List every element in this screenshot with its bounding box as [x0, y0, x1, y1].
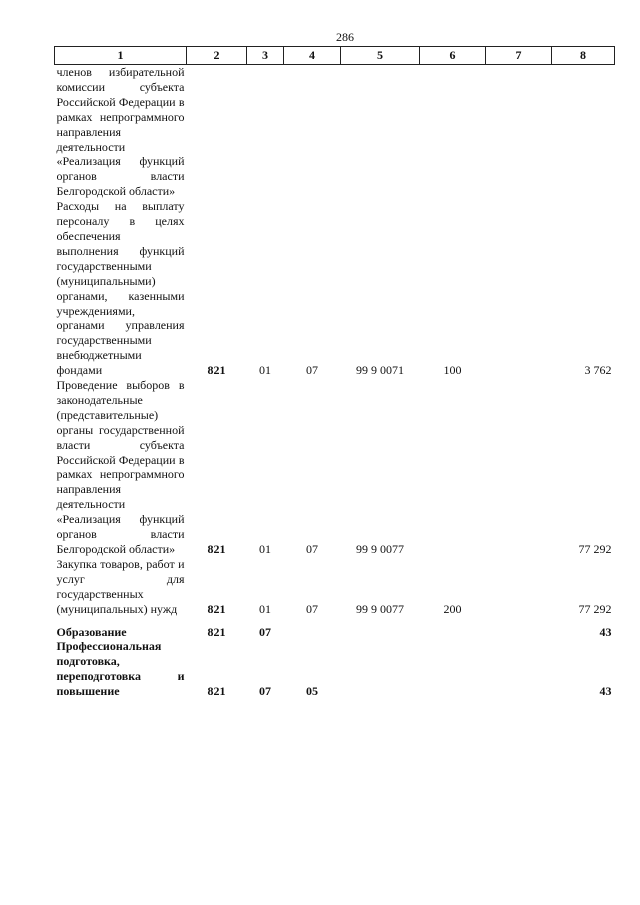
row-name: Образование [56, 624, 127, 639]
column-header: 6 [420, 47, 486, 65]
cell-subsection: 07 [306, 601, 318, 616]
cell-amount: 43 [599, 684, 612, 699]
column-header: 3 [247, 47, 284, 65]
column-header: 8 [552, 47, 615, 65]
cell-department [187, 65, 247, 200]
table-row [55, 557, 615, 617]
table-row [55, 199, 615, 378]
cell-target-article: 99 9 0071 [356, 363, 404, 378]
cell-department: 821 [207, 542, 226, 556]
cell-col7 [486, 378, 552, 557]
cell-department: 821 [207, 601, 226, 616]
cell-col7 [486, 65, 552, 200]
cell-col7 [486, 557, 552, 617]
cell-subsection: 07 [306, 363, 318, 378]
cell-col7 [486, 199, 552, 378]
column-header: 4 [284, 47, 341, 65]
cell-col7 [486, 639, 552, 699]
row-name: членов избирательной комиссии субъекта Российской Федерации в рамках непрограммного направления деятельности «Реализация функций органов власти Белгородской области» [56, 65, 185, 199]
cell-section: 01 [259, 601, 271, 616]
column-header: 2 [187, 47, 247, 65]
cell-target-article [341, 639, 420, 699]
row-name: Закупка товаров, работ и услуг для государственных (муниципальных) нужд [56, 556, 185, 616]
column-header: 1 [55, 47, 187, 65]
cell-section: 07 [259, 624, 271, 639]
cell-amount [552, 65, 615, 200]
cell-department: 821 [207, 684, 226, 699]
cell-department: 821 [207, 624, 226, 639]
budget-table [54, 46, 615, 699]
cell-amount: 77 292 [578, 542, 612, 556]
row-name: Профессиональная подготовка, переподготовка и повышение [56, 639, 185, 699]
page-number: 286 [336, 30, 354, 44]
cell-expense-type [420, 65, 486, 200]
cell-expense-type [420, 625, 486, 640]
table-row [55, 625, 615, 640]
cell-department: 821 [207, 363, 226, 378]
cell-target-article [341, 65, 420, 200]
row-name: Расходы на выплату персоналу в целях обеспечения выполнения функций государственными (муниципальными) органами, казенными учреждениями, органами управления государственными внебюджетными фондами [56, 199, 185, 378]
cell-target-article: 99 9 0077 [356, 601, 404, 616]
cell-expense-type: 100 [443, 363, 462, 378]
cell-col7 [486, 625, 552, 640]
cell-subsection [284, 65, 341, 200]
cell-amount: 77 292 [578, 601, 612, 616]
column-header: 5 [341, 47, 420, 65]
cell-target-article: 99 9 0077 [356, 542, 404, 556]
cell-amount: 43 [599, 624, 612, 639]
row-spacer [55, 617, 615, 625]
cell-subsection: 05 [306, 684, 318, 699]
table-row [55, 378, 615, 557]
header-row [55, 47, 615, 65]
table-row [55, 639, 615, 699]
cell-section: 07 [259, 684, 271, 699]
cell-expense-type [420, 639, 486, 699]
cell-amount: 3 762 [584, 363, 612, 378]
cell-section [247, 65, 284, 200]
cell-subsection: 07 [306, 542, 318, 556]
cell-expense-type: 200 [443, 601, 462, 616]
table-row [55, 65, 615, 200]
cell-expense-type [420, 378, 486, 557]
cell-target-article [341, 625, 420, 640]
column-header: 7 [486, 47, 552, 65]
row-name: Проведение выборов в законодательные (представительные) органы государственной власти субъекта Российской Федерации в рамках непрограммного направления деятельности «Реализация функций органов власти Белгородской области» [56, 378, 185, 556]
cell-subsection [284, 625, 341, 640]
cell-section: 01 [259, 363, 271, 378]
cell-section: 01 [259, 542, 271, 556]
